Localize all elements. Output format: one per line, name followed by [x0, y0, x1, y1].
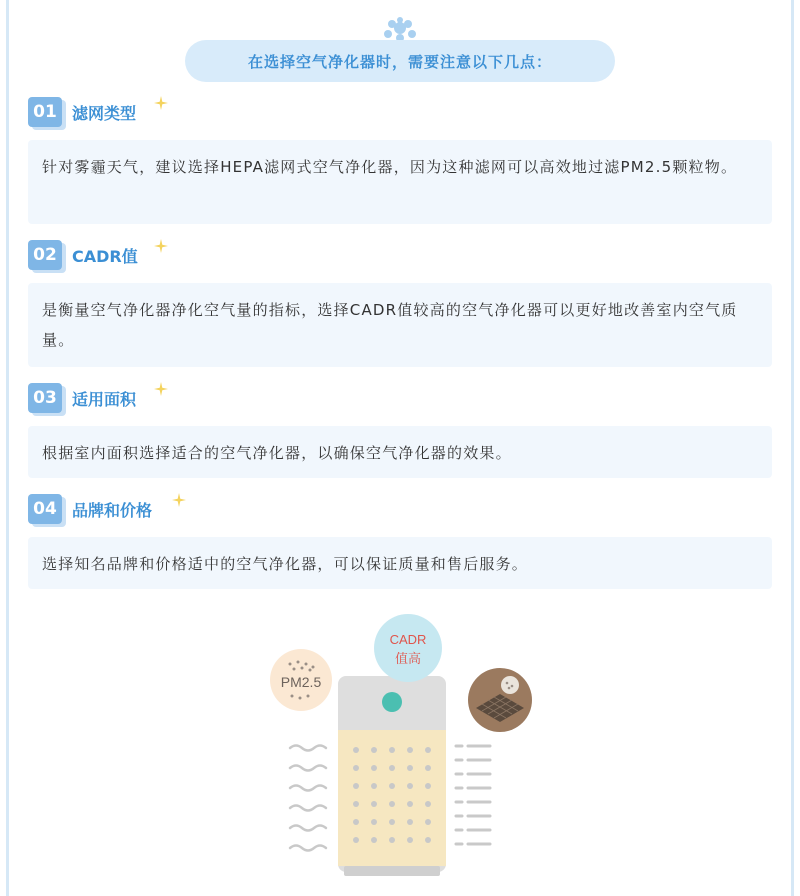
intro-banner-text: 在选择空气净化器时，需要注意以下几点：	[247, 52, 552, 71]
section-number-badge: 02	[28, 240, 62, 270]
sparkle-icon	[154, 96, 168, 110]
cadr-label-line2: 值高	[394, 652, 422, 667]
section-body-text: 是衡量空气净化器净化空气量的指标，选择CADR值较高的空气净化器可以更好地改善室内空气质量。	[42, 301, 738, 349]
section-body-card	[28, 426, 772, 478]
cadr-label-line1: CADR	[389, 632, 427, 647]
air-purifier-illustration	[0, 600, 800, 896]
cadr-bubble-icon	[374, 614, 442, 682]
pm25-label: PM2.5	[280, 674, 322, 690]
section-title: 适用面积	[72, 389, 137, 409]
section-body-card	[28, 537, 772, 589]
sparkle-icon	[154, 382, 168, 396]
section-number-badge: 01	[28, 97, 62, 127]
sparkle-icon	[172, 493, 186, 507]
section-header-cadr	[28, 239, 138, 271]
section-body-card	[28, 283, 772, 367]
section-header-filter	[28, 96, 136, 128]
pm25-bubble-icon	[270, 649, 332, 711]
section-title: 品牌和价格	[72, 500, 153, 520]
wavy-air-icon	[290, 746, 326, 851]
section-title: CADR值	[72, 246, 138, 266]
airflow-lines-icon	[456, 746, 490, 844]
sparkle-icon	[154, 239, 168, 253]
section-body-text: 选择知名品牌和价格适中的空气净化器，可以保证质量和售后服务。	[42, 555, 529, 573]
section-title: 滤网类型	[72, 103, 137, 123]
section-body-card	[28, 140, 772, 224]
section-number-badge: 04	[28, 494, 62, 524]
section-number-badge: 03	[28, 383, 62, 413]
section-header-brand	[28, 493, 152, 525]
section-body-text: 根据室内面积选择适合的空气净化器，以确保空气净化器的效果。	[42, 444, 512, 462]
filter-mesh-icon	[468, 668, 532, 732]
air-purifier-icon	[338, 676, 446, 876]
section-header-area	[28, 382, 136, 414]
section-body-text: 针对雾霾天气，建议选择HEPA滤网式空气净化器，因为这种滤网可以高效地过滤PM2.5颗粒物。	[42, 158, 738, 176]
intro-banner	[185, 40, 615, 82]
